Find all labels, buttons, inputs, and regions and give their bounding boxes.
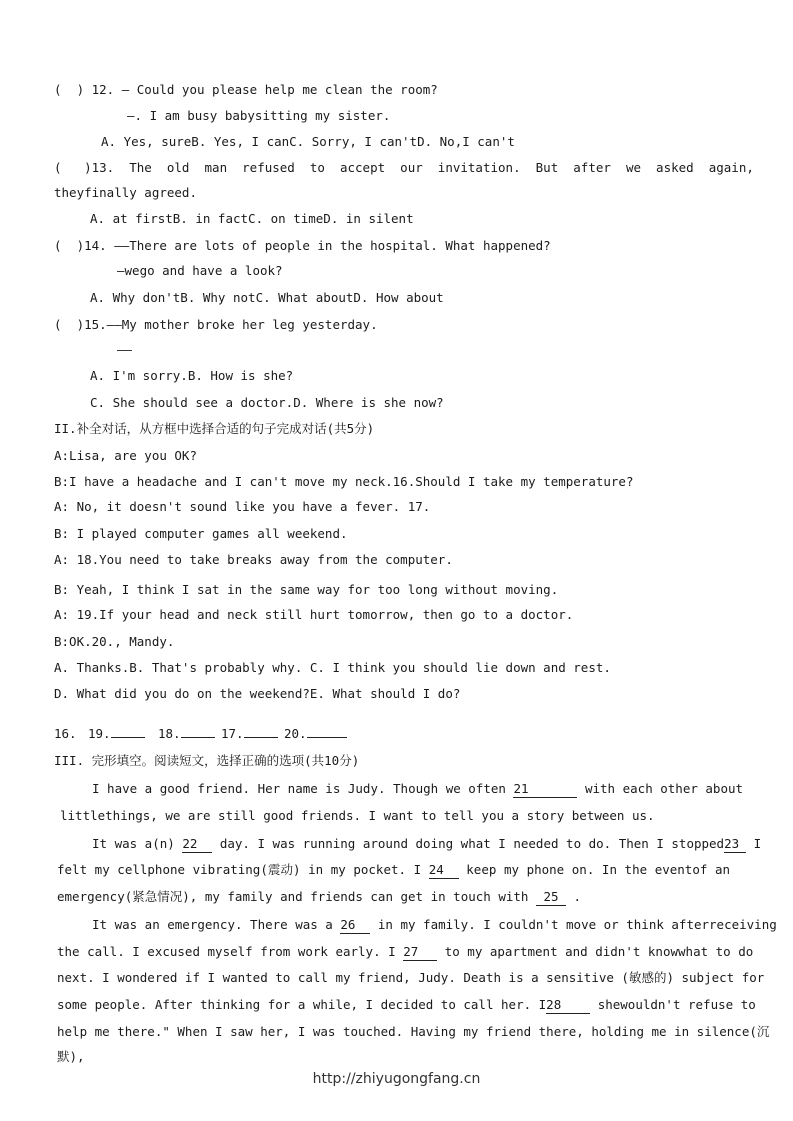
q12-reply: —. I am busy babysitting my sister. [127,108,391,123]
answer-label-17: 17. [221,726,244,741]
passage-line: some people. After thinking for a while, I decided to call her. I28 shewouldn't refuse to [57,997,756,1012]
dialogue-line: B: Yeah, I think I sat in the same way for too long without moving. [54,582,559,597]
answer-blank-20[interactable] [284,726,347,742]
dialogue-option: A. Thanks.B. That's probably why. C. I think you should lie down and rest. [54,660,611,675]
dialogue-line: B:I have a headache and I can't move my neck.16.Should I take my temperature? [54,474,634,489]
q14-reply: —wego and have a look? [117,263,283,278]
dialogue-line: A: 18.You need to take breaks away from the computer. [54,552,453,567]
dialogue-line: B:OK.20., Mandy. [54,634,175,649]
dialogue-line: B: I played computer games all weekend. [54,526,348,541]
section2-title: II.补全对话，从方框中选择合适的句子完成对话(共5分) [54,421,375,436]
q13-stem-line1: ( )13. The old man refused to accept our invitation. But after we asked again, [54,160,754,175]
cloze-blank-21[interactable]: 21 [513,781,577,798]
blank-underline [111,737,145,738]
passage-line: help me there." When I saw her, I was touched. Having my friend there, holding me in silence(沉 [57,1024,770,1039]
passage-line: It was an emergency. There was a 26 in my family. I couldn't move or think afterreceiving [92,917,777,932]
q13-options: A. at firstB. in factC. on timeD. in silent [90,211,414,226]
answer-blank-19[interactable] [88,726,145,742]
blank-underline [244,737,278,738]
q14-stem: ( )14. ——There are lots of people in the hospital. What happened? [54,238,551,253]
footer-url: http://zhiyugongfang.cn [312,1071,481,1087]
blank-underline [181,737,215,738]
q13-stem-line2: theyfinally agreed. [54,185,197,200]
answer-label-19: 19. [88,726,111,741]
section3-title: III. 完形填空。阅读短文，选择正确的选项(共10分) [54,753,360,768]
passage-line: It was a(n) 22 day. I was running around doing what I needed to do. Then I stopped23 I [92,836,762,851]
passage-line: 默), [57,1049,85,1064]
q15-options-line1: A. I'm sorry.B. How is she? [90,368,294,383]
cloze-blank-28[interactable]: 28 [546,997,590,1014]
answer-blank-18[interactable] [158,726,215,742]
q15-options-line2: C. She should see a doctor.D. Where is she now? [90,395,444,410]
passage-line: I have a good friend. Her name is Judy. Though we often 21 with each other about [92,781,744,796]
passage-line: littlethings, we are still good friends. I want to tell you a story between us. [60,808,655,823]
dialogue-option: D. What did you do on the weekend?E. What should I do? [54,686,461,701]
q15-reply: —— [117,342,133,357]
blank-underline [307,737,347,738]
passage-line: the call. I excused myself from work early. I 27 to my apartment and didn't knowwhat to do [57,944,754,959]
q12-stem: ( ) 12. — Could you please help me clean the room? [54,82,438,97]
passage-line: felt my cellphone vibrating(震动) in my pocket. I 24 keep my phone on. In the eventof an [57,862,731,877]
cloze-blank-25[interactable]: 25 [536,889,566,906]
answer-label-16: 16. [54,726,77,741]
answer-label-18: 18. [158,726,181,741]
cloze-blank-23[interactable]: 23 [724,836,746,853]
q14-options: A. Why don'tB. Why notC. What aboutD. How about [90,290,444,305]
answer-label-20: 20. [284,726,307,741]
passage-line: emergency(紧急情况), my family and friends can get in touch with 25 . [57,889,582,904]
cloze-blank-27[interactable]: 27 [403,944,437,961]
passage-line: next. I wondered if I wanted to call my friend, Judy. Death is a sensitive (敏感的) subject for [57,970,765,985]
answer-blank-17[interactable] [221,726,278,742]
cloze-blank-24[interactable]: 24 [429,862,459,879]
dialogue-line: A:Lisa, are you OK? [54,448,197,463]
q12-options: A. Yes, sureB. Yes, I canC. Sorry, I can'tD. No,I can't [101,134,515,149]
cloze-blank-26[interactable]: 26 [340,917,370,934]
dialogue-line: A: 19.If your head and neck still hurt tomorrow, then go to a doctor. [54,607,574,622]
cloze-blank-22[interactable]: 22 [182,836,212,853]
q15-stem: ( )15.——My mother broke her leg yesterday. [54,317,378,332]
dialogue-line: A: No, it doesn't sound like you have a fever. 17. [54,499,431,514]
